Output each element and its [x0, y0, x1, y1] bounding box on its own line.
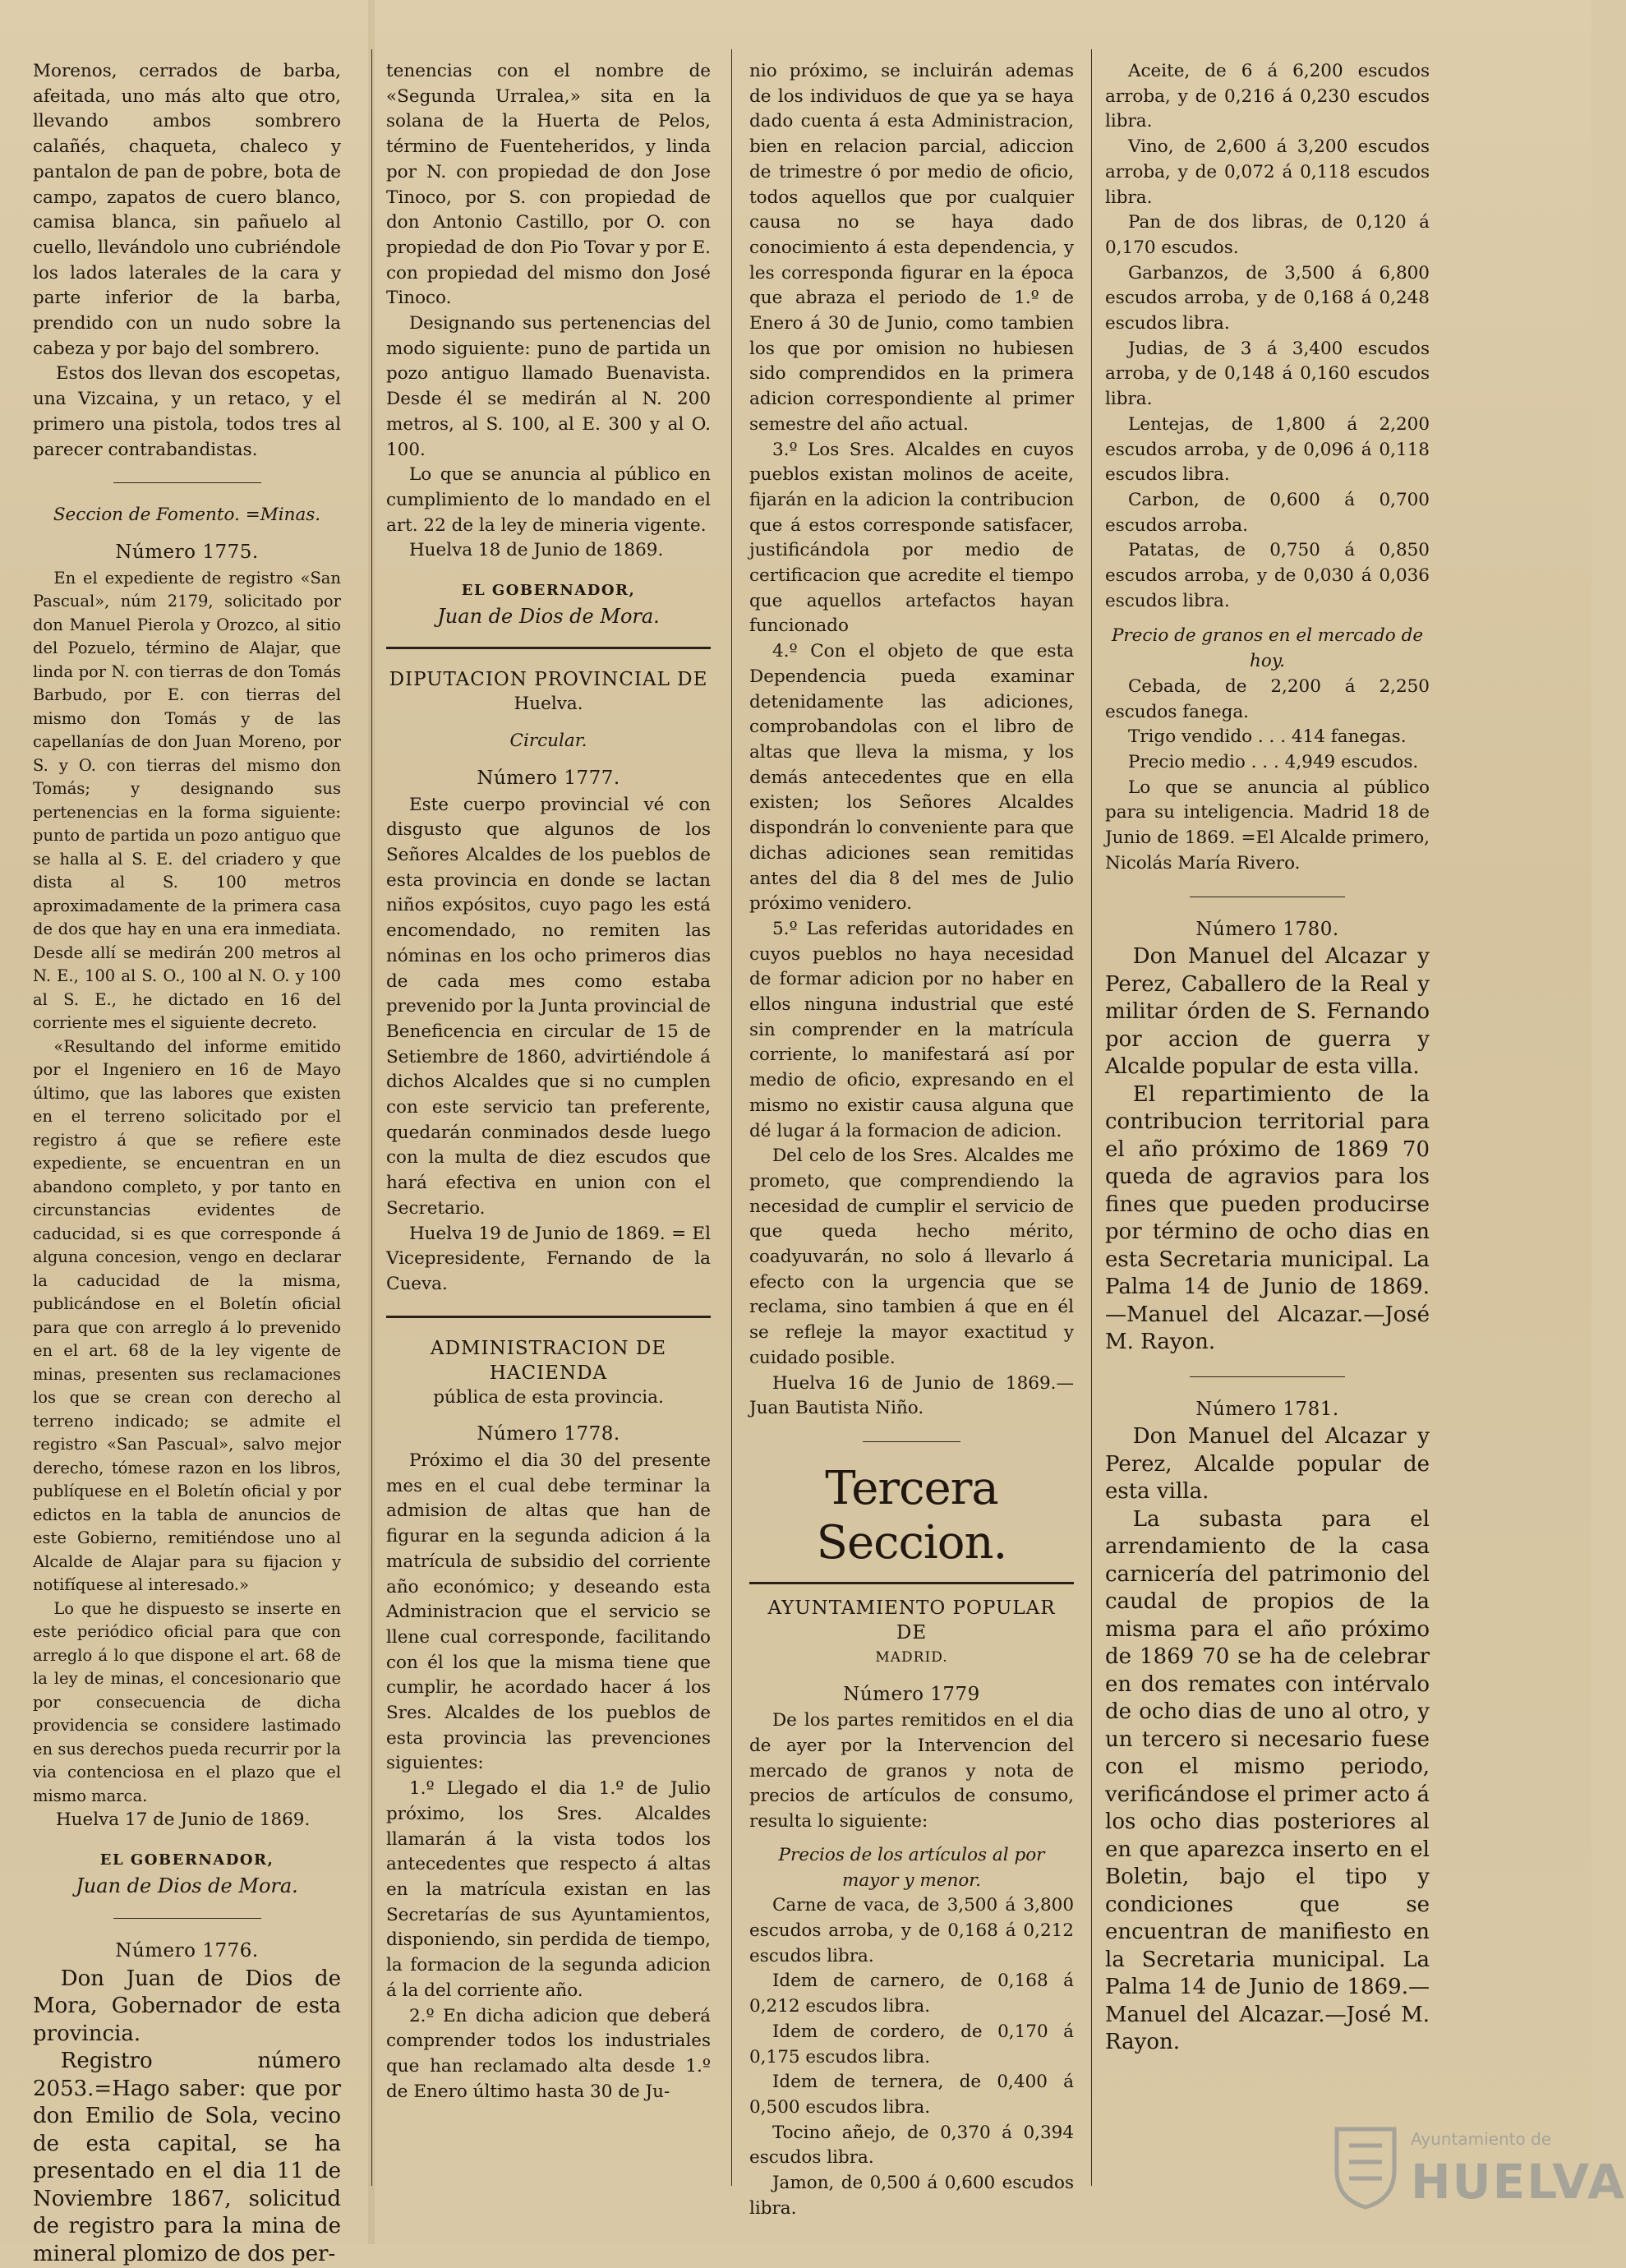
subheading: Precios de los artículos al por mayor y menor.: [778, 1844, 1045, 1891]
heading: ADMINISTRACION DE HACIENDA: [430, 1337, 667, 1384]
price-item: Idem de carnero, de 0,168 á 0,212 escudos libra.: [749, 1971, 1074, 2017]
price-item: Patatas, de 0,750 á 0,850 escudos arroba, y de 0,030 á 0,036 escudos libra.: [1105, 540, 1430, 611]
subheading: Huelva.: [514, 694, 583, 715]
paragraph: Lo que se anuncia al público para su inteligencia. Madrid 18 de Junio de 1869. =El Alcalde primero, Nicolás María Rivero.: [1105, 777, 1430, 874]
notice-number: Número 1779: [843, 1683, 980, 1705]
subheading: Circular.: [509, 731, 587, 752]
separator: [113, 482, 261, 483]
paragraph: Don Manuel del Alcazar y Perez, Alcalde popular de esta villa.: [1105, 1424, 1430, 1505]
price-item: Idem de cordero, de 0,170 á 0,175 escudos libra.: [749, 2021, 1074, 2067]
notice-number: Número 1777.: [477, 767, 620, 789]
paragraph: Lo que se anuncia al público en cumplimiento de lo mandado en el art. 22 de la ley de mineria vigente.: [386, 464, 711, 536]
shield-icon: [1329, 2121, 1403, 2211]
column-divider: [1091, 49, 1092, 2186]
paragraph: El repartimiento de la contribucion territorial para el año próximo de 1869 70 queda de agravios para los fines que pueden producirse por término de ocho dias en esta Secretaria municipal. La Palma 14 de Junio de 1869. —Manuel del Alcazar.—José M. Rayon.: [1105, 1081, 1430, 1355]
separator: [1190, 1376, 1346, 1377]
subheading: Precio de granos en el mercado de hoy.: [1111, 625, 1424, 672]
column-1: [33, 59, 341, 2266]
price-item: Jamon, de 0,500 á 0,600 escudos libra.: [749, 2173, 1074, 2219]
paragraph: «Resultando del informe emitido por el Ingeniero en 16 de Mayo último, que las labores que existen en el terreno solicitado por el registro á que se refiere este expediente, se encuentran en un abandono completo, y por tanto en circunstancias evidentes de caducidad, si es que corresponde á alguna concesion, vengo en declarar la caducidad de la misma, publicándose en el Boletín oficial para que con arreglo á lo prevenido en el art. 68 de la ley vigente de minas, presenten sus reclamaciones los que se crean con derecho al terreno indicado; se admite el registro «San Pascual», salvo mejor derecho, tómese razon en los libros, publíquese en el Boletín oficial y por edictos en la tabla de anuncios de este Gobierno, remitiéndose uno al Alcalde de Alajar para su fijacion y notifíquese al interesado.»: [33, 1036, 341, 1595]
paragraph: Estos dos llevan dos escopetas, una Vizcaina, y un retaco, y el primero una pistola, todos tres al parecer contrabandistas.: [33, 363, 341, 460]
paragraph: 1.º Llegado el dia 1.º de Julio próximo, los Sres. Alcaldes llamarán á la vista todos los antecedentes que respecto á altas en la matrícula existan en las Secretarías de sus Ayuntamientos, disponiendo, sin perdida de tiempo, la formacion de la segunda adicion á la del corriente año.: [386, 1778, 711, 2001]
paragraph: nio próximo, se incluirán ademas de los individuos de que ya se haya dado cuenta á esta Administracion, bien en relacion parcial, adiccion de trimestre ó por medio de oficio, todos aquellos que por cualquier causa no se haya dado conocimiento á esta dependencia, y les corresponda figurar en la época que abraza el periodo de 1.º de Enero á 30 de Junio, como tambien los que por omision no hubiesen sido comprendidos en la primera adicion correspondiente al primer semestre del año actual.: [749, 61, 1074, 435]
price-item: Judias, de 3 á 3,400 escudos arroba, y de 0,148 á 0,160 escudos libra.: [1105, 338, 1430, 410]
price-item: Carne de vaca, de 3,500 á 3,800 escudos arroba, y de 0,168 á 0,212 escudos libra.: [749, 1895, 1074, 1966]
column-divider: [731, 49, 732, 2186]
separator: [113, 1918, 261, 1919]
paragraph: Huelva 19 de Junio de 1869. = El Vicepresidente, Fernando de la Cueva.: [386, 1223, 711, 1294]
paragraph: 2.º En dicha adicion que deberá comprender todos los industriales que han reclamado alta desde 1.º de Enero último hasta 30 de Ju-: [386, 2005, 711, 2102]
notice-number: Número 1775.: [115, 541, 259, 563]
watermark-line2: HUELVA: [1411, 2154, 1626, 2210]
column-3: [749, 59, 1074, 2219]
price-item: Tocino añejo, de 0,370 á 0,394 escudos libra.: [749, 2122, 1074, 2169]
price-item: Lentejas, de 1,800 á 2,200 escudos arroba, y de 0,096 á 0,118 escudos libra.: [1105, 413, 1430, 486]
column-4: [1105, 59, 1430, 2212]
price-item: Aceite, de 6 á 6,200 escudos arroba, y de 0,216 á 0,230 escudos libra.: [1105, 61, 1430, 132]
price-item: Carbon, de 0,600 á 0,700 escudos arroba.: [1105, 489, 1430, 536]
separator: [386, 1316, 711, 1318]
subheading: pública de esta provincia.: [433, 1386, 664, 1408]
notice-number: Número 1776.: [115, 1940, 259, 1962]
paragraph: Designando sus pertenencias del modo siguiente: puno de partida un pozo antiguo llamado Buenavista. Desde él se medirán al N. 200 metros, al S. 100, al E. 300 y al O. 100.: [386, 313, 711, 460]
heading: AYUNTAMIENTO POPULAR DE: [767, 1597, 1056, 1643]
paragraph: Lo que he dispuesto se inserte en este periódico oficial para que con arreglo á lo que dispone el art. 68 de la ley de minas, el concesionario que por consecuencia de dicha providencia se considere lastimado en sus derechos pueda recurrir por la via contenciosa en el plazo que el mismo marca.: [33, 1598, 341, 1805]
signature-name: Juan de Dios de Mora.: [76, 1874, 298, 1897]
paragraph: Huelva 16 de Junio de 1869.—Juan Bautista Niño.: [749, 1372, 1074, 1419]
watermark-line1: Ayuntamiento de: [1411, 2129, 1552, 2149]
paragraph: Morenos, cerrados de barba, afeitada, uno más alto que otro, llevando ambos sombrero calañés, chaqueta, chaleco y pantalon de pan de pobre, bota de campo, zapatos de cuero blanco, camisa blanca, sin pañuelo al cuello, llevándolo uno cubriéndole los lados laterales de la cara y parte inferior de la barba, prendido con un nudo sobre la cabeza y por bajo del sombrero.: [33, 61, 341, 359]
column-2: [386, 59, 711, 2212]
notice-number: Número 1780.: [1195, 918, 1339, 940]
price-item: Idem de ternera, de 0,400 á 0,500 escudos libra.: [749, 2072, 1074, 2118]
paragraph: Registro número 2053.=Hago saber: que por don Emilio de Sola, vecino de esta capital, se ha presentado en el dia 11 de Noviembre 1867, solicitud de registro para la mina de mineral plomizo de dos per-: [33, 2049, 341, 2266]
notice-number: Número 1781.: [1195, 1398, 1339, 1420]
paragraph: En el expediente de registro «San Pascual», núm 2179, solicitado por don Manuel Pierola y Orozco, al sitio del Pozuelo, término de Alajar, que linda por N. con tierras de don Tomás Barbudo, por E. con tierras del mismo don Tomás y de las capellanías de don Juan Moreno, por S. y O. con tierras del mismo don Tomás; y designando sus pertenencias en la forma siguiente: punto de partida un pozo antiguo que se halla al S. E. del criadero y que dista al S. 100 metros aproximadamente de la primera casa de dos que hay en una era inmediata. Desde allí se medirán 200 metros al N. E., 100 al S. O., 100 al N. O. y 100 al S. E., he dictado en 16 del corriente mes el siguiente decreto.: [33, 568, 341, 1033]
heading: DIPUTACION PROVINCIAL DE: [389, 669, 708, 691]
paragraph: Del celo de los Sres. Alcaldes me prometo, que comprendiendo la necesidad de cumplir el servicio de que queda hecho mérito, coadyuvarán, no solo á llevarlo á efecto con la urgencia que se reclama, sino tambien á que en él se refleje la mayor exactitud y cuidado posible.: [749, 1146, 1074, 1368]
paragraph: De los partes remitidos en el dia de ayer por la Intervencion del mercado de granos y nota de precios de artículos de consumo, resulta lo siguiente:: [749, 1710, 1074, 1832]
paragraph: tenencias con el nombre de «Segunda Urralea,» sita en la solana de la Huerta de Pelos, término de Fuenteheridos, y linda por N. con propiedad de don Jose Tinoco, por S. con propiedad de don Antonio Castillo, por O. con propiedad de don Pio Tovar y por E. con propiedad del mismo don José Tinoco.: [386, 61, 711, 309]
section-heading: Seccion de Fomento. =Minas.: [53, 505, 321, 526]
paragraph: 4.º Con el objeto de que esta Dependencia pueda examinar detenidamente las adiciones, comprobandolas con el libro de altas que lleva la misma, y los demás antecedentes que en ella existen; los Señores Alcaldes dispondrán lo conveniente para que dichas adiciones sean remitidas antes del dia 8 del mes de Julio próximo venidero.: [749, 641, 1074, 915]
separator: [386, 647, 711, 649]
price-item: Cebada, de 2,200 á 2,250 escudos fanega.: [1105, 675, 1430, 722]
signature-title: EL GOBERNADOR,: [99, 1851, 274, 1869]
paragraph: Este cuerpo provincial vé con disgusto que algunos de los Señores Alcaldes de los pueblos de esta provincia en donde se lactan niños expósitos, cuyo pago les está encomendado, no remiten las nóminas en los ocho primeros dias de cada mes como estaba prevenido por la Junta provincial de Beneficencia en circular de 15 de Setiembre de 1860, advirtiéndole á dichos Alcaldes que si no cumplen con este servicio tan preferente, quedarán conminados desde luego con la multa de diez escudos que hará efectiva en union con el Secretario.: [386, 794, 711, 1219]
price-item: Garbanzos, de 3,500 á 6,800 escudos arroba, y de 0,168 á 0,248 escudos libra.: [1105, 262, 1430, 334]
paragraph: La subasta para el arrendamiento de la casa carnicería del patrimonio del caudal de propios de la misma para el año próximo de 1869 70 se ha de celebrar en dos remates con intérvalo de ocho dias de uno al otro, y un tercero si necesario fuese con el mismo periodo, verificándose el primer acto á los ocho dias posteriores al en que aparezca inserto en el Boletin, bajo el tipo y condiciones que se encuentran de manifiesto en la Secretaria municipal. La Palma 14 de Junio de 1869.—Manuel del Alcazar.—José M. Rayon.: [1105, 1506, 1430, 2055]
price-item: Trigo vendido . . . 414 fanegas.: [1127, 726, 1407, 748]
price-item: Precio medio . . . 4,949 escudos.: [1127, 751, 1419, 772]
signature-title: EL GOBERNADOR,: [461, 582, 636, 600]
section-title: Tercera Seccion.: [816, 1461, 1007, 1570]
paragraph: Don Juan de Dios de Mora, Gobernador de esta provincia.: [33, 1966, 341, 2046]
price-item: Pan de dos libras, de 0,120 á 0,170 escudos.: [1105, 212, 1430, 258]
notice-number: Número 1778.: [477, 1423, 620, 1445]
paragraph: Próximo el dia 30 del presente mes en el cual debe terminar la admision de altas que han de figurar en la segunda adicion á la matrícula de subsidio del corriente año económico; y deseando esta Administracion que el servicio se llene cual corresponde, facilitando con él los que la misma tiene que cumplir, he acordado hacer á los Sres. Alcaldes de los pueblos de esta provincia las prevenciones siguientes:: [386, 1450, 711, 1774]
date-line: Huelva 17 de Junio de 1869.: [55, 1809, 311, 1831]
column-divider: [371, 49, 372, 2186]
paragraph: 5.º Las referidas autoridades en cuyos pueblos no haya necesidad de formar adicion por no haber en ellos ninguna industrial que esté sin comprender en la matrícula corriente, lo manifestará así por medio de oficio, expresando en el mismo no existir causa alguna que dé lugar á la formacion de adicion.: [749, 918, 1074, 1141]
archive-watermark: [1329, 2104, 1626, 2228]
price-item: Vino, de 2,600 á 3,200 escudos arroba, y de 0,072 á 0,118 escudos libra.: [1105, 136, 1430, 208]
separator: [863, 1441, 960, 1442]
date-line: Huelva 18 de Junio de 1869.: [408, 540, 664, 561]
paragraph: 3.º Los Sres. Alcaldes en cuyos pueblos existan molinos de aceite, fijarán en la adicion la contribucion que á estos corresponde satisfacer, justificándola por medio de certificacion que acredite el tiempo que aquellos artefactos hayan funcionado: [749, 439, 1074, 637]
signature-name: Juan de Dios de Mora.: [437, 604, 660, 628]
separator: [749, 1582, 1074, 1584]
subheading: MADRID.: [875, 1648, 948, 1666]
paragraph: Don Manuel del Alcazar y Perez, Caballero de la Real y militar órden de S. Fernando por accion de guerra y Alcalde popular de esta villa.: [1105, 944, 1430, 1080]
